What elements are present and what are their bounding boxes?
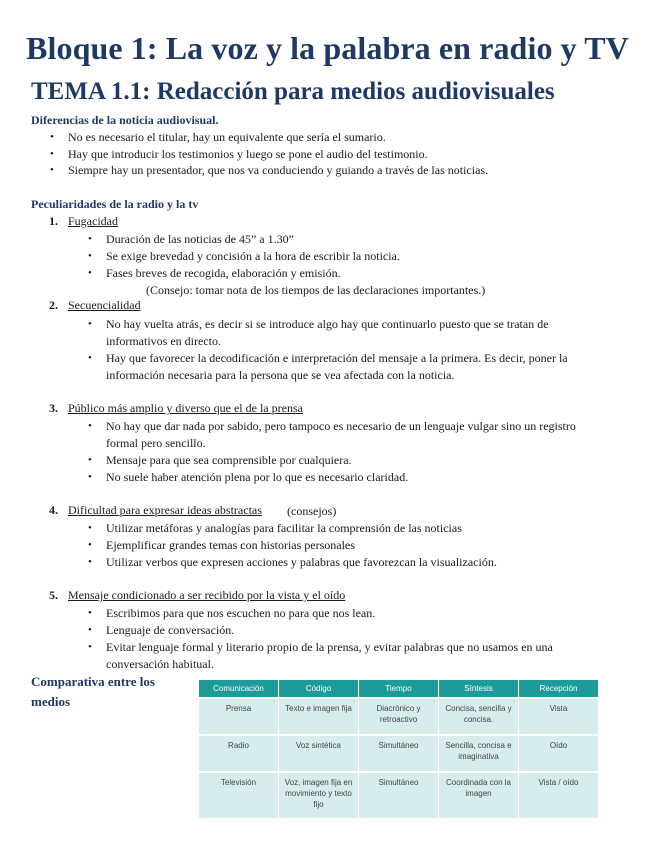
consejo-note: (Consejo: tomar nota de los tiempos de las declaraciones importantes.) bbox=[146, 283, 486, 297]
table-cell: Texto e imagen fija bbox=[279, 697, 359, 734]
list-item: • No hay vuelta atrás, es decir si se introduce algo hay que continuarlo puesto que se tratan de bbox=[106, 316, 549, 332]
table-row bbox=[199, 771, 599, 818]
list-item: • Lenguaje de conversación. bbox=[106, 622, 234, 638]
item-number: 2. bbox=[49, 298, 58, 312]
item-number: 3. bbox=[49, 401, 58, 415]
list-item-continuation: formal pero sencillo. bbox=[106, 436, 206, 450]
list-item: • No suele haber atención plena por lo que es necesario claridad. bbox=[106, 469, 408, 485]
section-peculiarities-title: Peculiaridades de la radio y la tv bbox=[31, 197, 199, 211]
list-item: • Siempre hay un presentador, que nos va conduciendo y guiando a través de las noticias. bbox=[68, 162, 488, 178]
item-heading-publico: Público más amplio y diverso que el de la prensa bbox=[68, 401, 303, 415]
header-comunicacion: Comunicación bbox=[199, 680, 279, 697]
header-codigo: Código bbox=[279, 680, 359, 697]
section-differences-title: Diferencias de la noticia audiovisual. bbox=[31, 113, 219, 127]
item-heading-secuencialidad: Secuencialidad bbox=[68, 298, 141, 312]
list-item: • Se exige brevedad y concisión a la hora de escribir la noticia. bbox=[106, 248, 400, 264]
header-recepcion: Recepción bbox=[519, 680, 599, 697]
table-cell: Prensa bbox=[199, 697, 279, 734]
header-sintesis: Síntesis bbox=[439, 680, 519, 697]
list-item: • Fases breves de recogida, elaboración y emisión. bbox=[106, 265, 341, 281]
item-number: 1. bbox=[49, 214, 58, 228]
list-item-continuation: conversación habitual. bbox=[106, 657, 214, 671]
table-cell: Vista bbox=[519, 697, 599, 734]
document-title: Bloque 1: La voz y la palabra en radio y TV bbox=[26, 30, 629, 66]
item-number: 5. bbox=[49, 588, 58, 602]
table-cell: Vista / oído bbox=[519, 771, 599, 818]
item-number: 4. bbox=[49, 503, 58, 517]
table-cell: Televisión bbox=[199, 771, 279, 818]
comparison-table bbox=[199, 680, 599, 818]
list-item-continuation: información necesaria para la persona que se vea afectada con la noticia. bbox=[106, 368, 455, 382]
table-cell: Simultáneo bbox=[359, 771, 439, 818]
list-item: • Evitar lenguaje formal y literario propio de la prensa, y evitar palabras que no usamos en una bbox=[106, 639, 553, 655]
comparison-title bbox=[31, 672, 181, 712]
item-heading-note: (consejos) bbox=[287, 504, 337, 518]
list-item: • Duración de las noticias de 45” a 1.30” bbox=[106, 231, 294, 247]
table-cell: Oído bbox=[519, 734, 599, 771]
list-item: • Hay que favorecer la decodificación e interpretación del mensaje a la primera. Es decir, poner la bbox=[106, 350, 568, 366]
table-cell: Sencilla, concisa e imaginativa bbox=[439, 734, 519, 771]
table-header-row bbox=[199, 680, 599, 697]
table-cell: Simultáneo bbox=[359, 734, 439, 771]
list-item-continuation: informativos en directo. bbox=[106, 334, 221, 348]
list-item: • Mensaje para que sea comprensible por cualquiera. bbox=[106, 452, 352, 468]
list-item: • Utilizar verbos que expresen acciones y palabras que favorezcan la visualización. bbox=[106, 554, 497, 570]
table-cell: Radio bbox=[199, 734, 279, 771]
item-heading-fugacidad: Fugacidad bbox=[68, 214, 118, 228]
comparison-title-line1: Comparativa entre los bbox=[31, 674, 155, 689]
topic-title: TEMA 1.1: Redacción para medios audiovisuales bbox=[31, 78, 555, 105]
table-row bbox=[199, 734, 599, 771]
list-item: • Hay que introducir los testimonios y luego se pone el audio del testimonio. bbox=[68, 146, 428, 162]
list-item: • No es necesario el titular, hay un equivalente que sería el sumario. bbox=[68, 129, 386, 145]
item-heading-mensaje: Mensaje condicionado a ser recibido por la vista y el oído bbox=[68, 588, 346, 602]
list-item: • Escribimos para que nos escuchen no para que nos lean. bbox=[106, 605, 375, 621]
table-cell: Voz, imagen fija en movimiento y texto fijo bbox=[279, 771, 359, 818]
list-item: • Utilizar metáforas y analogías para facilitar la comprensión de las noticias bbox=[106, 520, 462, 536]
table-cell: Concisa, sencilla y concisa. bbox=[439, 697, 519, 734]
table-cell: Voz sintética bbox=[279, 734, 359, 771]
list-item: • Ejemplificar grandes temas con historias personales bbox=[106, 537, 355, 553]
header-tiempo: Tiempo bbox=[359, 680, 439, 697]
list-item: • No hay que dar nada por sabido, pero tampoco es necesario de un lenguaje vulgar sino un registro bbox=[106, 418, 576, 434]
item-heading-dificultad: Dificultad para expresar ideas abstractas bbox=[68, 503, 262, 517]
comparison-title-line2: medios bbox=[31, 694, 70, 709]
table-row bbox=[199, 697, 599, 734]
table-cell: Diacrónico y retroactivo bbox=[359, 697, 439, 734]
table-cell: Coordinada con la imagen bbox=[439, 771, 519, 818]
